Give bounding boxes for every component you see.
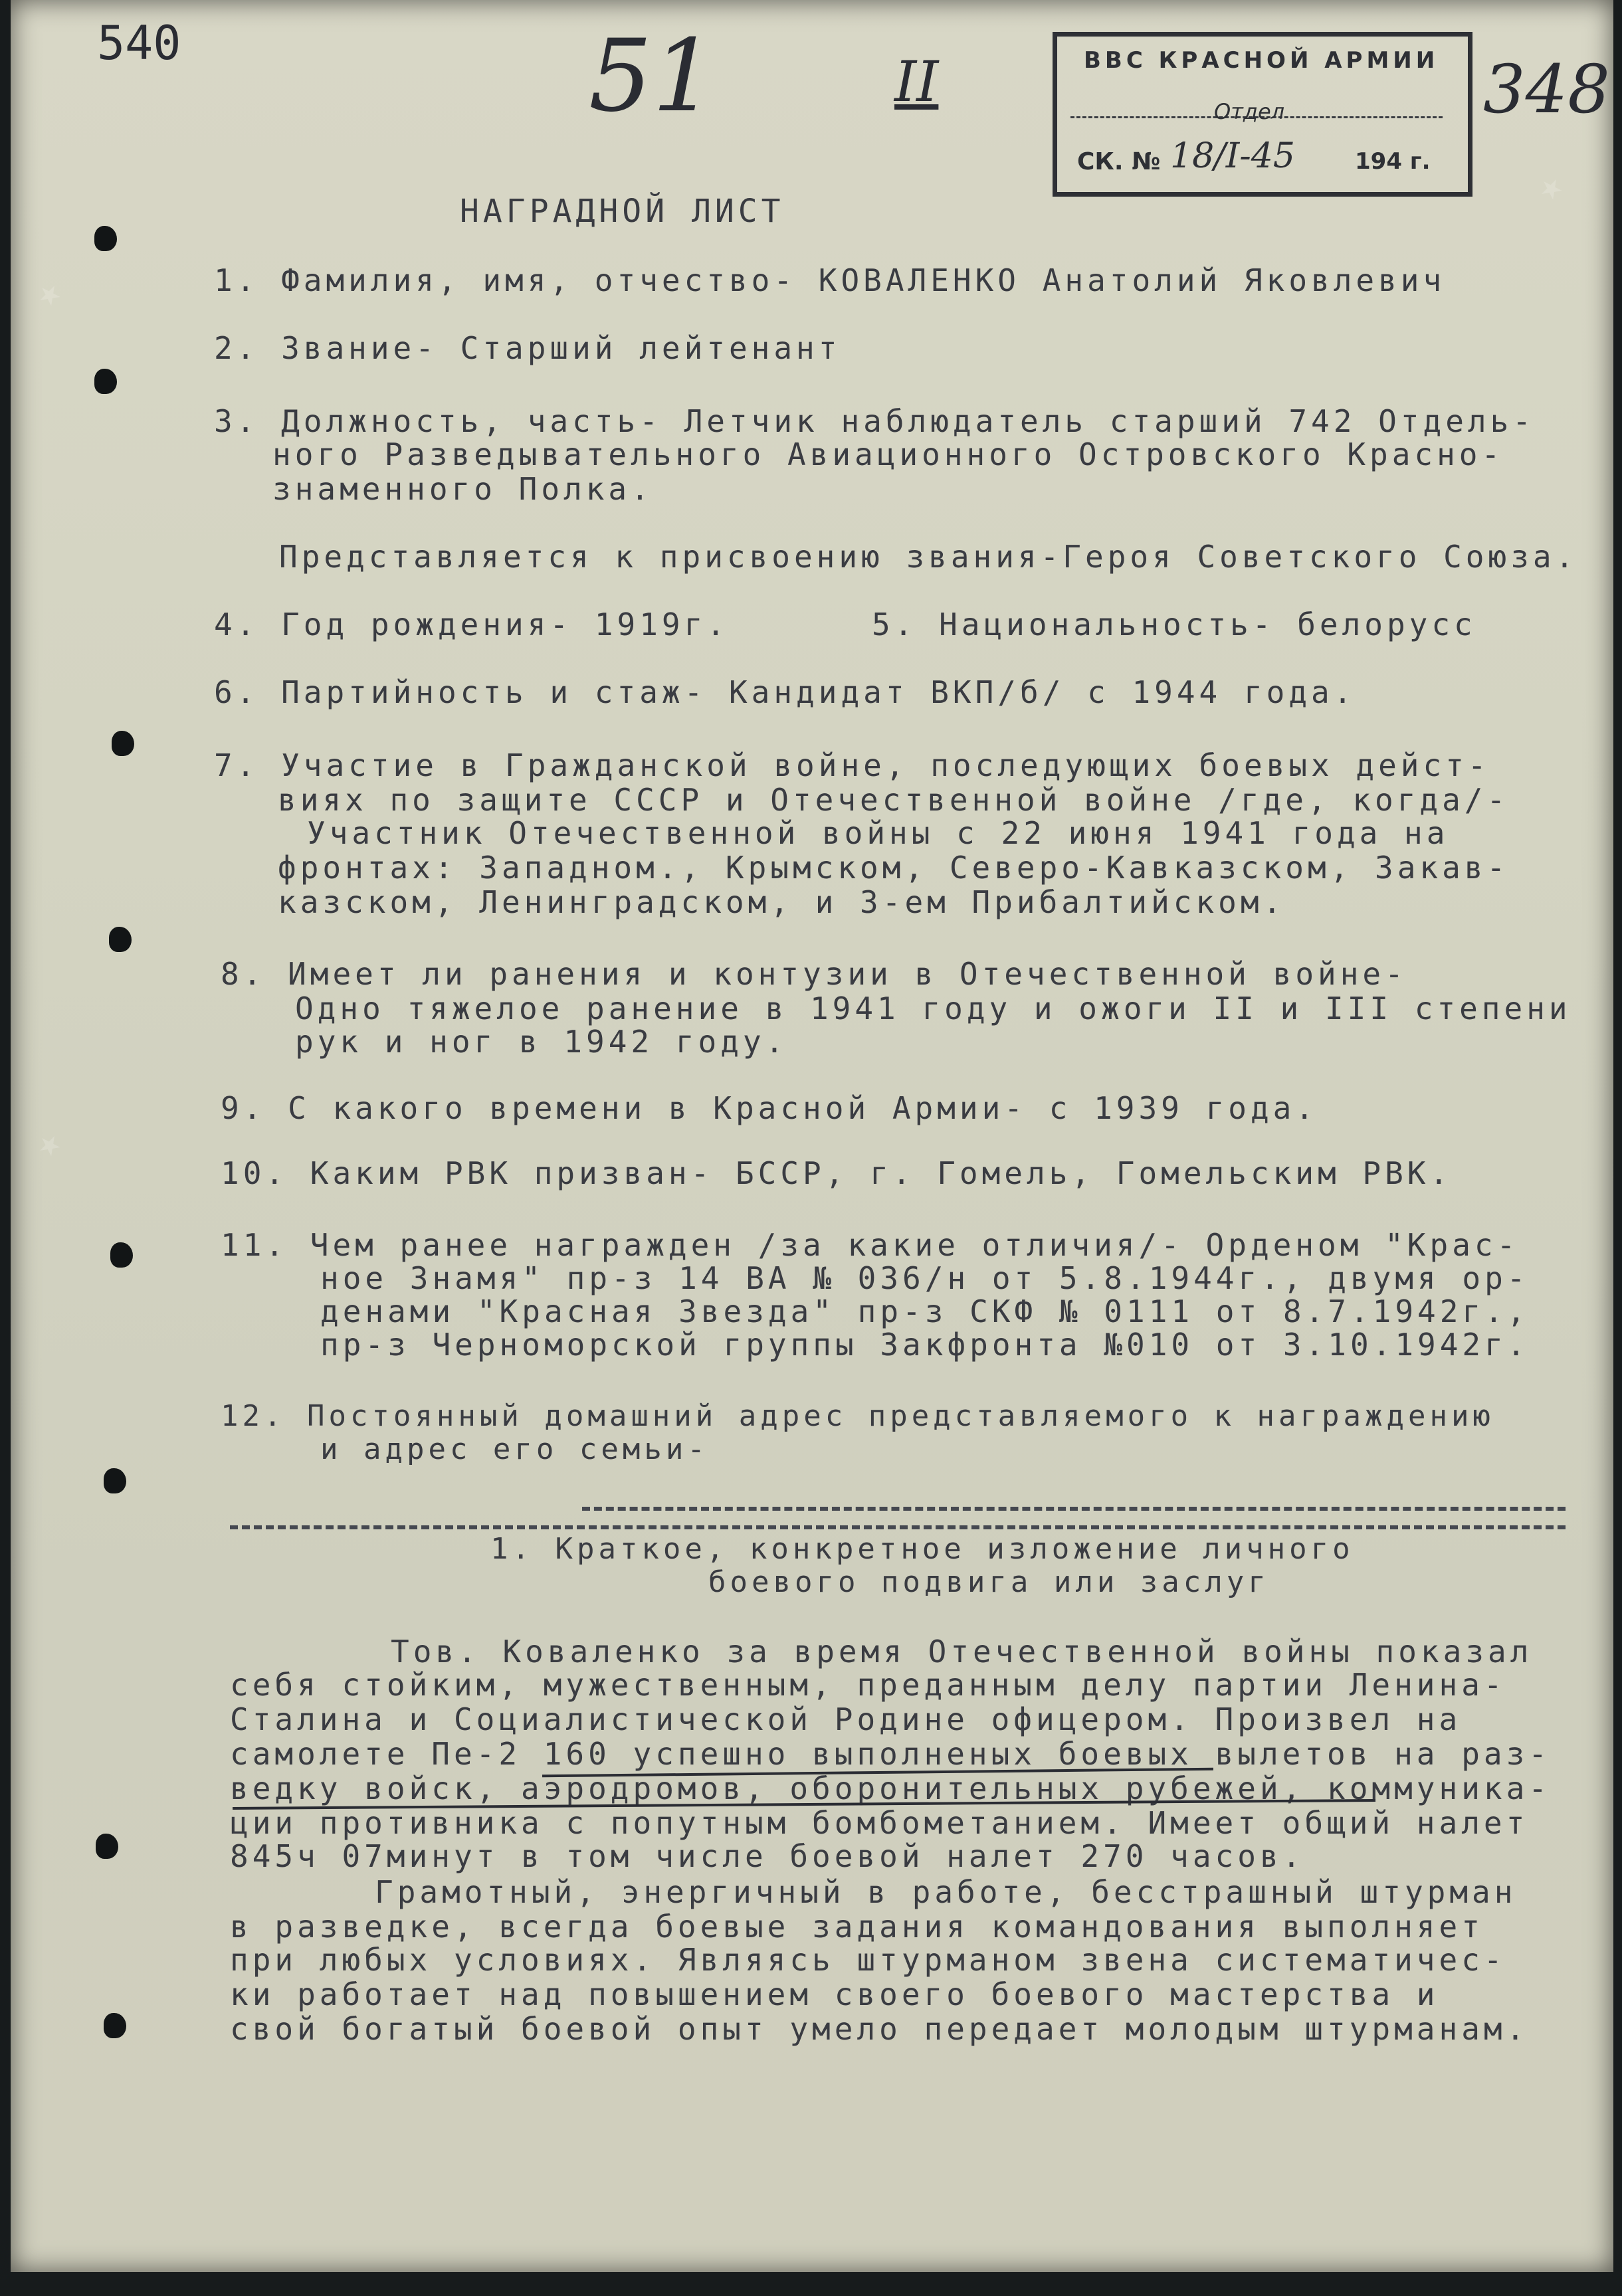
body-line: Сталина и Социалистической Родине офицером. Произвел на — [230, 1701, 1462, 1737]
item-7-line-3: Участник Отечественной войны с 22 июня 1941 года на — [307, 815, 1449, 851]
punch-hole — [96, 1834, 118, 1859]
item-10: 10. Каким РВК призван- БССР, г. Гомель, Гомельским РВК. — [221, 1155, 1453, 1191]
body-line: 845ч 07минут в том числе боевой налет 270 часов. — [230, 1838, 1305, 1874]
item-6: 6. Партийность и стаж- Кандидат ВКП/б/ с 1944 года. — [214, 674, 1356, 710]
stamp-dept: Отдел — [1214, 99, 1285, 124]
body-line: свой богатый боевой опыт умело передает молодым штурманам. — [230, 2011, 1529, 2047]
stamp-org: ВВС КРАСНОЙ АРМИИ — [1084, 47, 1439, 74]
item-4: 4. Год рождения- 1919г. — [214, 607, 729, 642]
watermark: ★ — [1532, 167, 1573, 209]
punch-hole — [104, 2013, 126, 2038]
body-line: самолете Пе-2 160 успешно выполненых боевых вылетов на раз- — [230, 1736, 1551, 1772]
body-line: при любых условиях. Являясь штурманом звена систематичес- — [230, 1942, 1506, 1978]
registration-stamp — [1053, 32, 1472, 197]
body-line: себя стойким, мужественным, преданным делу партии Ленина- — [230, 1667, 1506, 1703]
item-11-line-1: 11. Чем ранее награжден /за какие отличия/- Орденом "Крас- — [221, 1227, 1520, 1263]
item-11-line-3: денами "Красная Звезда" пр-з СКФ № 0111 от 8.7.1942г., — [320, 1293, 1530, 1329]
separator-line — [582, 1507, 1566, 1511]
item-7-line-4: фронтах: Западном., Крымском, Северо-Кавказском, Закав- — [278, 850, 1510, 886]
item-8-line-1: 8. Имеет ли ранения и контузии в Отечественной войне- — [221, 956, 1407, 992]
corner-number: 348 — [1483, 50, 1610, 128]
separator-line — [230, 1525, 1566, 1529]
item-8-line-2: Одно тяжелое ранение в 1941 году и ожоги II и III степени — [295, 991, 1571, 1026]
item-5: 5. Национальность- белорусс — [872, 607, 1476, 642]
punch-hole — [94, 369, 117, 394]
stamp-handwritten-date: 18/I-45 — [1170, 136, 1295, 176]
item-2: 2. Звание- Старший лейтенант — [214, 330, 841, 366]
punch-hole — [112, 731, 134, 756]
item-1: 1. Фамилия, имя, отчество- КОВАЛЕНКО Анатолий Яковлевич — [214, 262, 1446, 298]
document-sheet — [11, 0, 1613, 2272]
punch-hole — [110, 1242, 133, 1268]
body-line: ции противника с попутным бомбометанием. Имеет общий налет — [230, 1805, 1529, 1841]
page-title: НАГРАДНОЙ ЛИСТ — [460, 193, 785, 230]
stamp-number-label: СК. № — [1077, 148, 1161, 175]
item-12-line-1: 12. Постоянный домашний адрес представляемого к награждению — [221, 1399, 1494, 1433]
body-line: Тов. Коваленко за время Отечественной войны показал — [391, 1634, 1533, 1670]
body-line: ки работает над повышением своего боевого мастерства и — [230, 1976, 1439, 2012]
watermark: ★ — [30, 274, 71, 315]
punch-hole — [109, 927, 132, 952]
item-8-line-3: рук и ног в 1942 году. — [295, 1024, 788, 1060]
item-3-line-3: знаменного Полка. — [272, 471, 653, 507]
page-number: 540 — [97, 16, 181, 70]
nomination-line: Представляется к присвоению звания-Героя Советского Союза. — [279, 539, 1578, 575]
punch-hole — [104, 1468, 126, 1493]
item-9: 9. С какого времени в Красной Армии- с 1939 года. — [221, 1090, 1318, 1126]
watermark: ★ — [30, 1124, 71, 1165]
item-11-line-4: пр-з Черноморской группы Закфронта №010 от 3.10.1942г. — [320, 1327, 1530, 1363]
body-line: Грамотный, энергичный в работе, бесстрашный штурман — [375, 1874, 1517, 1910]
item-7-line-2: виях по защите СССР и Отечественной войне /где, когда/- — [278, 782, 1510, 818]
punch-hole — [94, 226, 117, 251]
item-3-line-1: 3. Должность, часть- Летчик наблюдатель старший 742 Отдель- — [214, 403, 1535, 439]
handwritten-roman: II — [894, 49, 939, 114]
section-title: 1. Краткое, конкретное изложение личного — [490, 1532, 1354, 1566]
handwritten-number: 51 — [589, 19, 716, 134]
item-7-line-5: казском, Ленинградском, и 3-ем Прибалтийском. — [278, 884, 1286, 920]
section-subtitle: боевого подвига или заслуг — [708, 1565, 1270, 1599]
body-line: в разведке, всегда боевые задания командования выполняет — [230, 1909, 1484, 1945]
item-3-line-2: ного Разведывательного Авиационного Островского Красно- — [272, 436, 1504, 472]
body-line: ведку войск, аэродромов, оборонительных рубежей, коммуника- — [230, 1770, 1551, 1806]
stamp-year: 194 г. — [1355, 148, 1431, 175]
item-12-line-2: и адрес его семьи- — [320, 1432, 709, 1466]
item-7-line-1: 7. Участие в Гражданской войне, последующих боевых дейст- — [214, 747, 1490, 783]
item-11-line-2: ное Знамя" пр-з 14 ВА № 036/н от 5.8.1944г., двумя ор- — [320, 1260, 1530, 1296]
